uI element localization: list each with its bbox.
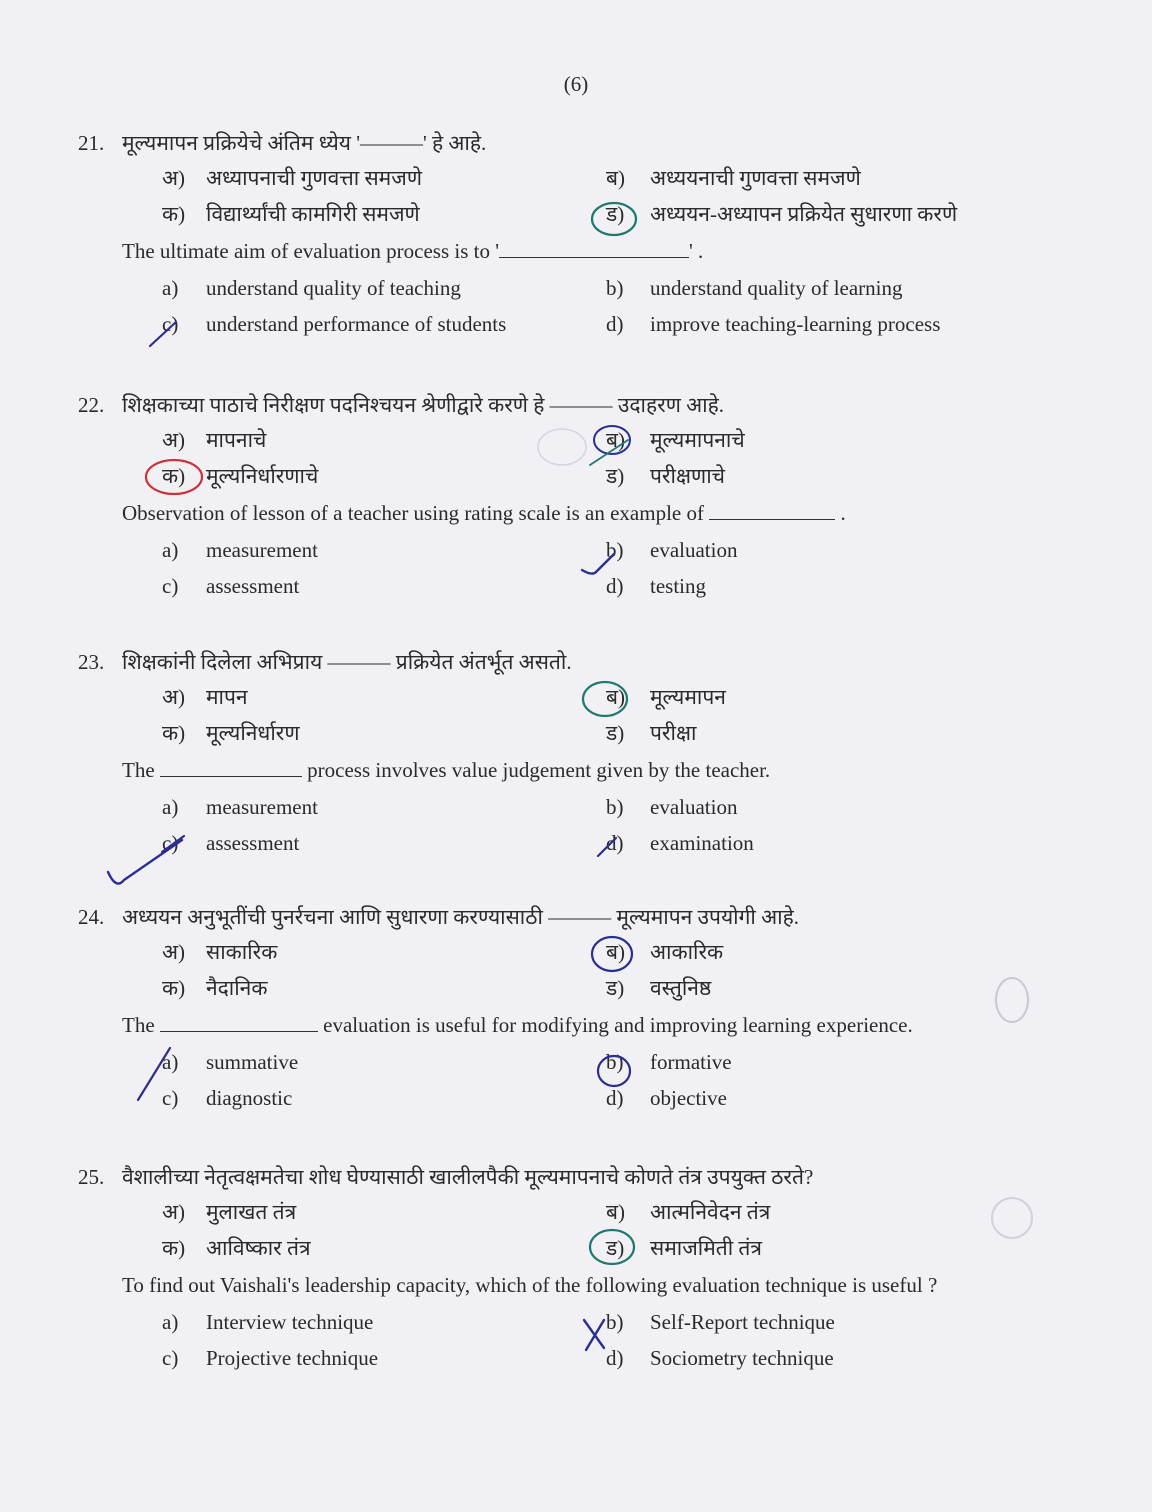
- option-mr-a[interactable]: अ) मुलाखत तंत्र: [162, 1200, 297, 1224]
- option-row: [78, 789, 1118, 825]
- option-row: [78, 679, 1118, 715]
- question-number: 22.: [78, 393, 105, 417]
- question-stem-marathi: 21. मूल्यमापन प्रक्रियेचे अंतिम ध्येय '———' हे आहे.: [78, 126, 1118, 160]
- question-stem-english: The evaluation is useful for modifying and improving learning experience.: [122, 1013, 913, 1037]
- option-en-b[interactable]: b) formative: [606, 1050, 732, 1074]
- question-stem-marathi: 23. शिक्षकांनी दिलेला अभिप्राय ——— प्रक्रियेत अंतर्भूत असतो.: [78, 645, 1118, 679]
- option-row: [78, 1340, 1118, 1376]
- option-row: [78, 270, 1118, 306]
- option-mr-b[interactable]: ब) मूल्यमापनाचे: [606, 428, 745, 452]
- question-23: [78, 645, 1118, 861]
- option-row: [78, 1080, 1118, 1116]
- option-row: [78, 196, 1118, 232]
- option-en-b[interactable]: b) Self-Report technique: [606, 1310, 835, 1334]
- question-number: 25.: [78, 1165, 105, 1189]
- option-mr-a[interactable]: अ) अध्यापनाची गुणवत्ता समजणे: [162, 166, 423, 190]
- option-row: [78, 458, 1118, 494]
- question-22: [78, 388, 1118, 604]
- option-mr-c[interactable]: क) विद्यार्थ्यांची कामगिरी समजणे: [162, 202, 420, 226]
- option-mr-d[interactable]: ड) वस्तुनिष्ठ: [606, 976, 712, 1000]
- option-en-a[interactable]: a) understand quality of teaching: [162, 276, 461, 300]
- option-mr-b[interactable]: ब) आत्मनिवेदन तंत्र: [606, 1200, 771, 1224]
- option-mr-d[interactable]: ड) परीक्षा: [606, 721, 697, 745]
- option-en-a[interactable]: a) measurement: [162, 795, 318, 819]
- option-row: [78, 1194, 1118, 1230]
- option-en-d[interactable]: d) testing: [606, 574, 706, 598]
- option-row: [78, 160, 1118, 196]
- option-mr-c[interactable]: क) मूल्यनिर्धारणाचे: [162, 464, 319, 488]
- question-stem-marathi: 24. अध्ययन अनुभूतींची पुनर्रचना आणि सुधारणा करण्यासाठी ——— मूल्यमापन उपयोगी आहे.: [78, 900, 1118, 934]
- option-en-c[interactable]: c) understand performance of students: [162, 312, 507, 336]
- option-row: [78, 532, 1118, 568]
- option-mr-b[interactable]: ब) अध्ययनाची गुणवत्ता समजणे: [606, 166, 861, 190]
- option-row: [78, 306, 1118, 342]
- option-en-a[interactable]: a) summative: [162, 1050, 299, 1074]
- option-en-b[interactable]: b) understand quality of learning: [606, 276, 903, 300]
- question-stem-marathi: 25. वैशालीच्या नेतृत्वक्षमतेचा शोध घेण्यासाठी खालीलपैकी मूल्यमापनाचे कोणते तंत्र उपयुक्त ठरते?: [78, 1160, 1118, 1194]
- question-25: [78, 1160, 1118, 1376]
- question-stem-marathi: 22. शिक्षकाच्या पाठाचे निरीक्षण पदनिश्चयन श्रेणीद्वारे करणे हे ——— उदाहरण आहे.: [78, 388, 1118, 422]
- option-en-a[interactable]: a) Interview technique: [162, 1310, 374, 1334]
- option-en-a[interactable]: a) measurement: [162, 538, 318, 562]
- option-en-b[interactable]: b) evaluation: [606, 538, 738, 562]
- option-row: [78, 1230, 1118, 1266]
- option-en-c[interactable]: c) assessment: [162, 574, 300, 598]
- page-number: (6): [563, 72, 589, 96]
- question-number: 21.: [78, 131, 105, 155]
- option-row: [78, 934, 1118, 970]
- option-row: [78, 1044, 1118, 1080]
- option-mr-c[interactable]: क) नैदानिक: [162, 976, 268, 1000]
- option-en-d[interactable]: d) examination: [606, 831, 754, 855]
- option-mr-b[interactable]: ब) मूल्यमापन: [606, 685, 726, 709]
- question-number: 24.: [78, 905, 105, 929]
- option-en-c[interactable]: c) diagnostic: [162, 1086, 293, 1110]
- option-mr-c[interactable]: क) आविष्कार तंत्र: [162, 1236, 311, 1260]
- option-row: [78, 825, 1118, 861]
- option-en-b[interactable]: b) evaluation: [606, 795, 738, 819]
- option-row: [78, 1304, 1118, 1340]
- option-row: [78, 422, 1118, 458]
- option-row: [78, 568, 1118, 604]
- option-mr-d[interactable]: ड) समाजमिती तंत्र: [606, 1236, 762, 1260]
- option-mr-d[interactable]: ड) परीक्षणाचे: [606, 464, 725, 488]
- question-21: [78, 126, 1118, 342]
- question-stem-english: Observation of lesson of a teacher using rating scale is an example of .: [122, 501, 846, 525]
- option-mr-d[interactable]: ड) अध्ययन-अध्यापन प्रक्रियेत सुधारणा करणे: [606, 202, 958, 226]
- option-en-d[interactable]: d) improve teaching-learning process: [606, 312, 941, 336]
- question-stem-english: The process involves value judgement given by the teacher.: [122, 758, 771, 782]
- option-mr-a[interactable]: अ) मापनाचे: [162, 428, 267, 452]
- question-number: 23.: [78, 650, 105, 674]
- option-en-d[interactable]: d) objective: [606, 1086, 727, 1110]
- option-en-c[interactable]: c) assessment: [162, 831, 300, 855]
- option-row: [78, 715, 1118, 751]
- question-stem-english: To find out Vaishali's leadership capacity, which of the following evaluation technique is useful ?: [122, 1273, 938, 1297]
- option-row: [78, 970, 1118, 1006]
- option-en-d[interactable]: d) Sociometry technique: [606, 1346, 834, 1370]
- option-en-c[interactable]: c) Projective technique: [162, 1346, 379, 1370]
- question-stem-english: The ultimate aim of evaluation process is to ' ' .: [122, 239, 704, 263]
- option-mr-a[interactable]: अ) साकारिक: [162, 940, 278, 964]
- option-mr-b[interactable]: ब) आकारिक: [606, 940, 724, 964]
- option-mr-a[interactable]: अ) मापन: [162, 685, 248, 709]
- option-mr-c[interactable]: क) मूल्यनिर्धारण: [162, 721, 300, 745]
- question-24: [78, 900, 1118, 1116]
